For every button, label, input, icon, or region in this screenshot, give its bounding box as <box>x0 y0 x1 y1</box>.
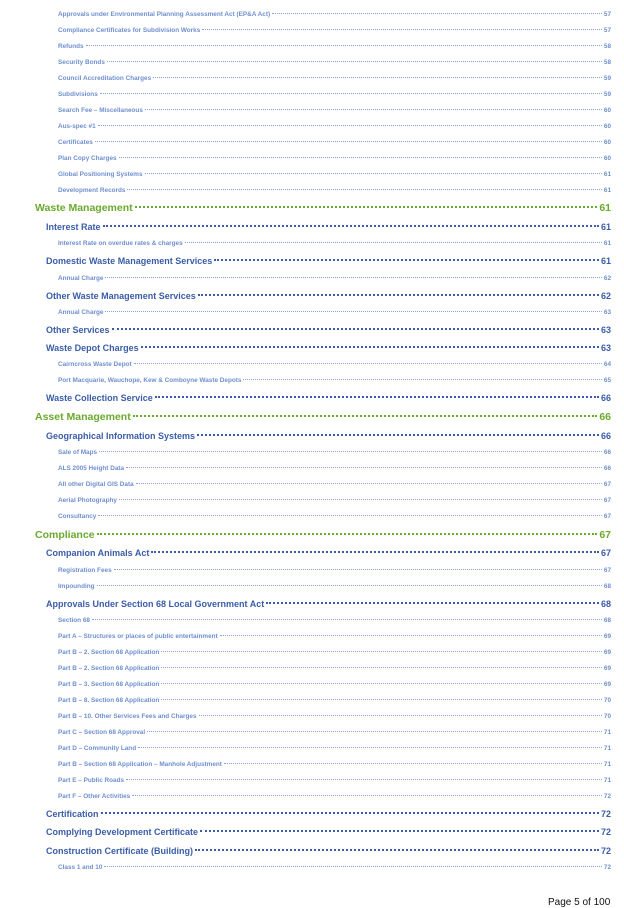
toc-entry-title: Refunds <box>58 43 84 50</box>
toc-entry-title: Compliance <box>35 529 95 541</box>
toc-entry-title: Part B – 3. Section 68 Application <box>58 681 160 688</box>
toc-entry-title: Port Macquarie, Wauchope, Kew & Comboyne Waste Depots <box>58 377 242 384</box>
toc-entry-level-3[interactable] <box>58 583 611 591</box>
toc-entry-page-number: 67 <box>603 567 611 574</box>
toc-entry-level-3[interactable] <box>58 187 611 195</box>
toc-entry-title: Approvals Under Section 68 Local Government Act <box>46 599 265 609</box>
toc-entry-title: Subdivisions <box>58 91 98 98</box>
toc-entry-title: Consultancy <box>58 513 97 520</box>
toc-entry-page-number: 68 <box>603 617 611 624</box>
toc-dot-leader <box>105 277 601 278</box>
toc-entry-title: Interest Rate on overdue rates & charges <box>58 240 183 247</box>
toc-dot-leader <box>220 635 602 636</box>
toc-entry-title: Cairncross Waste Depot <box>58 361 132 368</box>
toc-entry-title: Global Positioning Systems <box>58 171 143 178</box>
toc-entry-level-3[interactable] <box>58 43 611 51</box>
toc-dot-leader <box>134 363 602 364</box>
toc-entry-page-number: 71 <box>603 745 611 752</box>
toc-entry-level-3[interactable] <box>58 617 611 625</box>
toc-dot-leader <box>126 779 602 780</box>
toc-entry-page-number: 67 <box>603 481 611 488</box>
toc-entry-level-3[interactable] <box>58 665 611 673</box>
toc-entry-page-number: 68 <box>600 599 611 609</box>
toc-entry-title: Companion Animals Act <box>46 548 150 558</box>
toc-entry-level-3[interactable] <box>58 567 611 575</box>
toc-dot-leader <box>98 125 602 126</box>
toc-dot-leader <box>153 77 602 78</box>
toc-dot-leader <box>107 61 602 62</box>
toc-entry-level-1[interactable] <box>35 411 611 423</box>
toc-entry-title: Waste Management <box>35 202 133 214</box>
toc-entry-level-3[interactable] <box>58 107 611 115</box>
toc-entry-title: Class 1 and 10 <box>58 864 103 871</box>
toc-entry-level-2[interactable] <box>46 291 611 301</box>
toc-dot-leader <box>132 795 602 796</box>
toc-entry-page-number: 61 <box>603 240 611 247</box>
toc-entry-title: Compliance Certificates for Subdivision Works <box>58 27 201 34</box>
toc-entry-level-3[interactable] <box>58 649 611 657</box>
toc-entry-level-2[interactable] <box>46 599 611 609</box>
toc-dot-leader <box>161 699 602 700</box>
toc-entry-page-number: 59 <box>603 75 611 82</box>
toc-entry-title: Waste Depot Charges <box>46 343 139 353</box>
toc-entry-title: Security Bonds <box>58 59 105 66</box>
toc-entry-level-2[interactable] <box>46 809 611 819</box>
toc-entry-level-3[interactable] <box>58 513 611 521</box>
toc-dot-leader <box>99 451 602 452</box>
toc-entry-page-number: 72 <box>603 864 611 871</box>
toc-dot-leader <box>100 93 602 94</box>
toc-entry-title: ALS 2005 Height Data <box>58 465 125 472</box>
toc-entry-title: Annual Charge <box>58 309 104 316</box>
toc-entry-level-1[interactable] <box>35 529 611 541</box>
toc-entry-page-number: 67 <box>599 529 611 541</box>
toc-dot-leader <box>103 225 599 227</box>
toc-entry-level-2[interactable] <box>46 256 611 266</box>
toc-dot-leader <box>214 259 599 261</box>
toc-dot-leader <box>101 812 599 814</box>
toc-entry-page-number: 66 <box>600 393 611 403</box>
toc-dot-leader <box>119 499 602 500</box>
toc-entry-page-number: 72 <box>600 809 611 819</box>
toc-dot-leader <box>243 379 601 380</box>
toc-entry-level-3[interactable] <box>58 27 611 35</box>
toc-entry-title: Part B – 8. Section 68 Application <box>58 697 160 704</box>
toc-entry-title: Other Waste Management Services <box>46 291 196 301</box>
toc-dot-leader <box>195 849 599 851</box>
toc-dot-leader <box>114 569 602 570</box>
toc-dot-leader <box>161 651 602 652</box>
toc-entry-page-number: 67 <box>600 548 611 558</box>
toc-entry-level-3[interactable] <box>58 761 611 769</box>
toc-entry-level-3[interactable] <box>58 309 611 317</box>
toc-dot-leader <box>185 242 602 243</box>
toc-entry-level-3[interactable] <box>58 681 611 689</box>
toc-entry-level-2[interactable] <box>46 222 611 232</box>
toc-entry-page-number: 68 <box>603 583 611 590</box>
toc-entry-page-number: 66 <box>600 431 611 441</box>
toc-entry-title: Part A – Structures or places of public entertainment <box>58 633 218 640</box>
toc-entry-page-number: 71 <box>603 777 611 784</box>
toc-entry-level-1[interactable] <box>35 202 611 214</box>
toc-entry-title: Geographical Information Systems <box>46 431 196 441</box>
toc-entry-page-number: 67 <box>603 497 611 504</box>
toc-entry-title: Sale of Maps <box>58 449 98 456</box>
toc-dot-leader <box>224 763 602 764</box>
toc-entry-title: Search Fee – Miscellaneous <box>58 107 143 114</box>
toc-entry-level-3[interactable] <box>58 864 611 872</box>
toc-dot-leader <box>97 533 598 535</box>
toc-entry-page-number: 69 <box>603 649 611 656</box>
toc-entry-title: Aus-spec #1 <box>58 123 96 130</box>
toc-entry-level-3[interactable] <box>58 793 611 801</box>
toc-entry-page-number: 72 <box>600 827 611 837</box>
toc-entry-page-number: 57 <box>603 11 611 18</box>
toc-dot-leader <box>197 434 599 436</box>
toc-entry-level-2[interactable] <box>46 548 611 558</box>
toc-entry-level-3[interactable] <box>58 497 611 505</box>
toc-entry-level-3[interactable] <box>58 139 611 147</box>
toc-entry-title: Impounding <box>58 583 95 590</box>
toc-entry-page-number: 70 <box>603 697 611 704</box>
toc-entry-level-3[interactable] <box>58 361 611 369</box>
toc-dot-leader <box>136 483 602 484</box>
toc-entry-title: Part B – 2. Section 68 Application <box>58 649 160 656</box>
toc-entry-level-3[interactable] <box>58 377 611 385</box>
toc-entry-level-2[interactable] <box>46 343 611 353</box>
toc-entry-page-number: 61 <box>599 202 611 214</box>
toc-dot-leader <box>92 619 602 620</box>
toc-entry-title: Waste Collection Service <box>46 393 153 403</box>
toc-entry-level-2[interactable] <box>46 431 611 441</box>
toc-entry-title: Section 68 <box>58 617 90 624</box>
page-number-footer: Page 5 of 100 <box>548 897 611 908</box>
toc-entry-page-number: 58 <box>603 43 611 50</box>
toc-dot-leader <box>104 866 601 867</box>
toc-dot-leader <box>161 683 602 684</box>
toc-entry-page-number: 60 <box>603 139 611 146</box>
toc-entry-level-2[interactable] <box>46 827 611 837</box>
toc-dot-leader <box>97 585 602 586</box>
toc-dot-leader <box>266 602 599 604</box>
toc-entry-level-3[interactable] <box>58 745 611 753</box>
toc-entry-page-number: 69 <box>603 633 611 640</box>
toc-entry-page-number: 63 <box>600 343 611 353</box>
toc-dot-leader <box>135 206 598 208</box>
toc-dot-leader <box>202 29 602 30</box>
toc-entry-level-2[interactable] <box>46 846 611 856</box>
toc-entry-title: Plan Copy Charges <box>58 155 117 162</box>
toc-entry-page-number: 60 <box>603 107 611 114</box>
toc-entry-title: Construction Certificate (Building) <box>46 846 193 856</box>
toc-entry-page-number: 65 <box>603 377 611 384</box>
toc-entry-title: Interest Rate <box>46 222 101 232</box>
toc-entry-level-3[interactable] <box>58 75 611 83</box>
toc-entry-page-number: 69 <box>603 681 611 688</box>
toc-entry-title: Part C – Section 68 Approval <box>58 729 146 736</box>
toc-entry-title: Development Records <box>58 187 126 194</box>
toc-entry-page-number: 70 <box>603 713 611 720</box>
toc-entry-level-3[interactable] <box>58 171 611 179</box>
toc-entry-page-number: 72 <box>603 793 611 800</box>
toc-entry-page-number: 66 <box>599 411 611 423</box>
toc-entry-title: Approvals under Environmental Planning Assessment Act (EP&A Act) <box>58 11 271 18</box>
toc-entry-page-number: 62 <box>603 275 611 282</box>
toc-entry-page-number: 61 <box>603 187 611 194</box>
toc-dot-leader <box>141 346 599 348</box>
toc-entry-page-number: 58 <box>603 59 611 66</box>
toc-entry-page-number: 59 <box>603 91 611 98</box>
toc-entry-level-2[interactable] <box>46 325 611 335</box>
toc-dot-leader <box>138 747 602 748</box>
toc-entry-level-2[interactable] <box>46 393 611 403</box>
toc-entry-title: Part D – Community Land <box>58 745 137 752</box>
toc-dot-leader <box>98 515 602 516</box>
toc-entry-title: Part B – 2. Section 68 Application <box>58 665 160 672</box>
toc-dot-leader <box>151 551 599 553</box>
toc-entry-page-number: 66 <box>603 465 611 472</box>
toc-entry-page-number: 57 <box>603 27 611 34</box>
toc-entry-page-number: 64 <box>603 361 611 368</box>
toc-dot-leader <box>155 396 599 398</box>
toc-entry-page-number: 61 <box>600 256 611 266</box>
toc-entry-page-number: 62 <box>600 291 611 301</box>
toc-entry-level-3[interactable] <box>58 777 611 785</box>
toc-entry-level-3[interactable] <box>58 91 611 99</box>
toc-entry-title: Part B – 10. Other Services Fees and Charges <box>58 713 197 720</box>
toc-entry-page-number: 66 <box>603 449 611 456</box>
toc-entry-level-3[interactable] <box>58 697 611 705</box>
toc-dot-leader <box>161 667 602 668</box>
toc-entry-title: Annual Charge <box>58 275 104 282</box>
toc-dot-leader <box>95 141 602 142</box>
toc-dot-leader <box>147 731 602 732</box>
toc-entry-level-3[interactable] <box>58 275 611 283</box>
toc-dot-leader <box>126 467 602 468</box>
toc-entry-level-3[interactable] <box>58 481 611 489</box>
toc-dot-leader <box>200 830 599 832</box>
toc-entry-level-3[interactable] <box>58 123 611 131</box>
toc-entry-level-3[interactable] <box>58 59 611 67</box>
toc-entry-page-number: 60 <box>603 155 611 162</box>
toc-dot-leader <box>198 294 599 296</box>
toc-entry-title: All other Digital GIS Data <box>58 481 134 488</box>
toc-entry-page-number: 67 <box>603 513 611 520</box>
toc-entry-page-number: 71 <box>603 729 611 736</box>
toc-entry-title: Complying Development Certificate <box>46 827 199 837</box>
toc-entry-page-number: 72 <box>600 846 611 856</box>
toc-entry-title: Council Accreditation Charges <box>58 75 152 82</box>
toc-entry-title: Other Services <box>46 325 110 335</box>
toc-dot-leader <box>272 13 602 14</box>
toc-entry-page-number: 61 <box>600 222 611 232</box>
toc-entry-level-3[interactable] <box>58 240 611 248</box>
toc-entry-page-number: 63 <box>603 309 611 316</box>
toc-entry-level-3[interactable] <box>58 633 611 641</box>
toc-entry-level-3[interactable] <box>58 449 611 457</box>
toc-entry-level-3[interactable] <box>58 11 611 19</box>
toc-entry-page-number: 69 <box>603 665 611 672</box>
toc-entry-page-number: 60 <box>603 123 611 130</box>
toc-entry-level-3[interactable] <box>58 465 611 473</box>
toc-entry-title: Domestic Waste Management Services <box>46 256 213 266</box>
toc-entry-page-number: 61 <box>603 171 611 178</box>
toc-entry-level-3[interactable] <box>58 713 611 721</box>
toc-entry-title: Part F – Other Activities <box>58 793 131 800</box>
toc-entry-title: Aerial Photography <box>58 497 117 504</box>
toc-dot-leader <box>133 415 598 417</box>
toc-entry-title: Registration Fees <box>58 567 112 574</box>
toc-entry-title: Certification <box>46 809 99 819</box>
toc-dot-leader <box>112 328 599 330</box>
toc-entry-level-3[interactable] <box>58 729 611 737</box>
toc-entry-page-number: 63 <box>600 325 611 335</box>
toc-entry-title: Part B – Section 68 Application – Manhole Adjustment <box>58 761 222 768</box>
toc-dot-leader <box>105 311 601 312</box>
toc-dot-leader <box>145 109 602 110</box>
toc-entry-level-3[interactable] <box>58 155 611 163</box>
toc-entry-page-number: 71 <box>603 761 611 768</box>
toc-dot-leader <box>199 715 602 716</box>
toc-entry-title: Certificates <box>58 139 93 146</box>
toc-dot-leader <box>145 173 602 174</box>
toc-dot-leader <box>86 45 602 46</box>
toc-entry-title: Asset Management <box>35 411 131 423</box>
toc-entry-title: Part E – Public Roads <box>58 777 125 784</box>
toc-dot-leader <box>127 189 601 190</box>
toc-dot-leader <box>119 157 602 158</box>
